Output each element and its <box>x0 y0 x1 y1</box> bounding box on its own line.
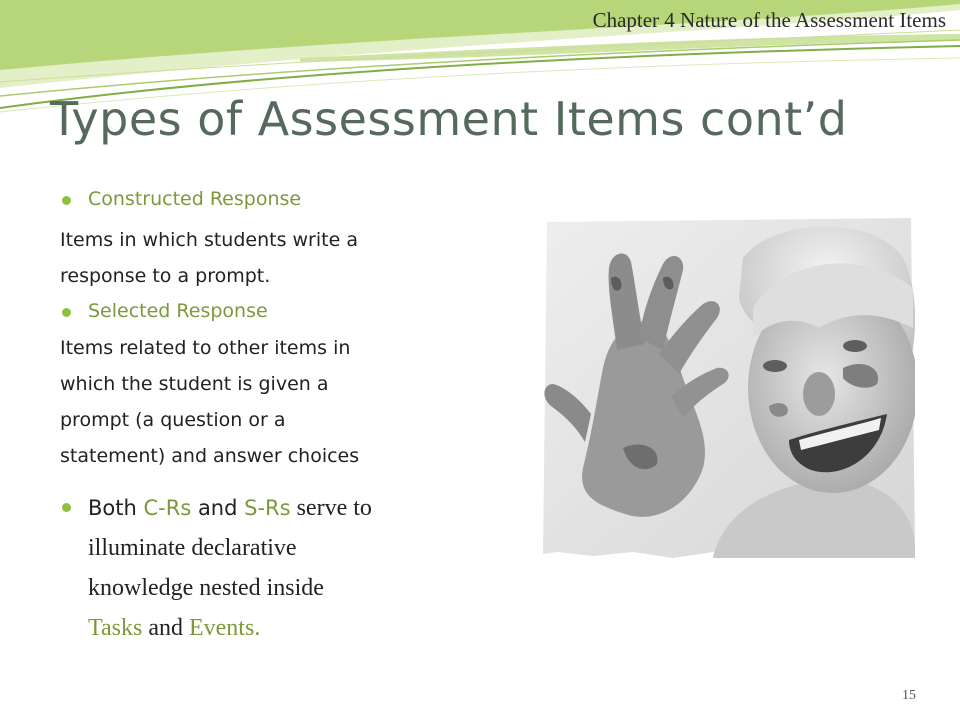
page-number: 15 <box>902 688 916 703</box>
description-line: prompt (a question or a <box>60 409 286 431</box>
slide-content <box>60 180 530 648</box>
description-line: statement) and answer choices <box>60 445 360 467</box>
bullet-selected-response: Selected Response <box>60 300 530 322</box>
chapter-header: Chapter 4 Nature of the Assessment Items <box>592 8 946 32</box>
selected-response-description <box>60 330 530 474</box>
slide-title: Types of Assessment Items cont’d <box>50 92 848 146</box>
bullet-constructed-response: Constructed Response <box>60 188 530 210</box>
text-segment: Both <box>88 496 144 520</box>
text-segment: serve to <box>290 495 372 521</box>
bullet-both-crs-srs <box>60 488 530 648</box>
text-line: illuminate declarative <box>88 535 297 561</box>
child-painted-hand-photo <box>543 218 915 558</box>
events-term: Events <box>188 615 255 641</box>
description-line: response to a prompt. <box>60 265 271 287</box>
description-line: Items in which students write a <box>60 229 358 251</box>
crs-term: C-Rs <box>143 496 192 520</box>
text-segment: and <box>142 615 189 641</box>
constructed-response-description <box>60 222 530 294</box>
description-line: Items related to other items in <box>60 337 351 359</box>
text-segment: and <box>191 496 245 520</box>
tasks-term: Tasks <box>88 615 143 641</box>
description-line: which the student is given a <box>60 373 329 395</box>
text-line: knowledge nested inside <box>88 575 324 601</box>
photo-illustration <box>543 218 915 558</box>
text-segment: . <box>254 615 261 641</box>
srs-term: S-Rs <box>244 496 291 520</box>
